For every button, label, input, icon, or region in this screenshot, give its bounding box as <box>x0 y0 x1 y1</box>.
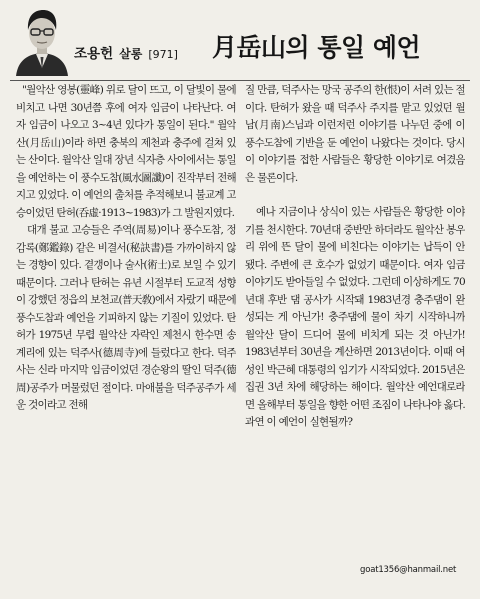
body-column-left <box>16 82 236 594</box>
body-column-right <box>245 82 465 594</box>
column-number: [971] <box>148 48 178 61</box>
article-title: 月岳山의 통일 예언 <box>212 33 421 62</box>
paragraph: "월악산 영봉(靈峰) 위로 달이 뜨고, 이 달빛이 물에 비치고 나면 30년쯤 후에 여자 임금이 나타난다. 여자 임금이 나오고 3~4년 있다가 통일이 된다." 월악산(月岳山)이라 하면 충북의 제천과 충주에 걸쳐 있는 산이다. 월악산 일대 장년 식자층 사이에서는 통일을 예언하는 이 풍수도참(風水圖讖)이 진작부터 전해지고 있었다. 이 예언의 출처를 추적해보니 불교계 고승이었던 탄허(呑虛·1913~1983)가 그 발원지였다. <box>16 84 236 219</box>
byline <box>74 42 178 62</box>
paragraph: 예나 지금이나 상식이 있는 사람들은 황당한 이야기를 천시한다. 70년대 중반만 하더라도 월악산 봉우리 위에 뜬 달이 물에 비친다는 이야기는 납득이 안 됐다. 주변에 큰 호수가 없었기 때문이다. 여자 임금 이야기도 받아들일 수 없었다. 그런데 이상하게도 70년대 후반 댐 공사가 시작돼 1983년경 충주댐이 완성되는 게 아닌가! 충주댐에 물이 차기 시작하니까 월악산 달이 드디어 물에 비치게 되는 것 아닌가! 1983년부터 30년을 계산하면 2013년이다. 이때 여성인 박근혜 대통령의 임기가 시작되었다. 2015년은 집권 3년 차에 해당하는 해이다. 월악산 예언대로라면 올해부터 통일을 향한 어떤 조짐이 나타나야 옳다. 과연 이 예언이 실현될까? <box>245 206 465 428</box>
author-name: 조용헌 <box>74 46 114 62</box>
header-divider <box>10 80 470 81</box>
author-email: goat1356@hanmail.net <box>360 565 457 575</box>
author-portrait <box>14 4 70 76</box>
column-header <box>0 0 480 80</box>
column-series: 살롱 <box>119 47 143 61</box>
paragraph: 질 만큼, 덕주사는 망국 공주의 한(恨)이 서려 있는 절이다. 탄허가 왔을 때 덕주사 주지를 맡고 있었던 월남(月南)스님과 이런저런 이야기를 나누던 중에 이 풍수도참에 기반을 둔 예언이 나왔다는 것이다. 당시 이 이야기를 접한 사람들은 황당한 이야기로 여겼음은 물론이다. <box>245 84 465 184</box>
paragraph: 대개 불교 고승들은 주역(周易)이나 풍수도참, 정감록(鄭鑑錄) 같은 비결서(秘訣書)를 가까이하지 않는 경향이 있다. 곁갱이나 술사(術士)로 보일 수 있기 때문이다. 그러나 탄허는 유년 시절부터 도교적 성향이 강했던 정읍의 보천교(普天敎)에서 자랐기 때문에 풍수도참과 예언을 기피하지 않는 기질이 있었다. 탄허가 1975년 무렵 월악산 자락인 제천시 한수면 송계리에 있는 덕주사(德周寺)에 들렀다고 한다. 덕주사는 신라 마지막 임금이었던 경순왕의 딸인 덕주(德周)공주가 머물렀던 절이다. 마애불을 덕주공주가 세운 것이라고 전해 <box>16 224 236 411</box>
